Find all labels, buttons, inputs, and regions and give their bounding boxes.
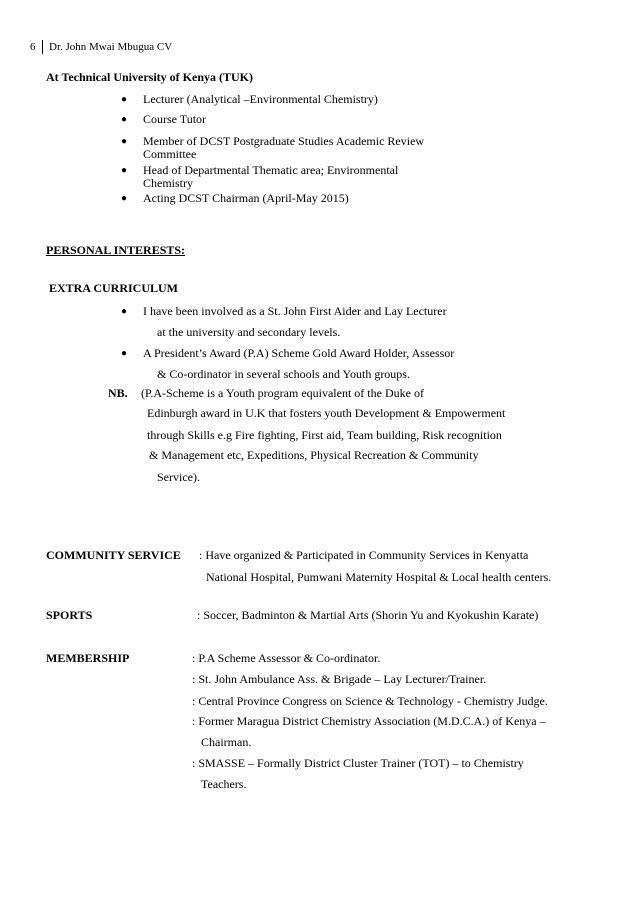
sports-label: SPORTS [46, 608, 93, 622]
nb-line: Edinburgh award in U.K that fosters youth Development & Empowerment [147, 406, 506, 420]
tuk-item: Course Tutor [143, 112, 207, 126]
membership-line: : P.A Scheme Assessor & Co-ordinator. [192, 651, 381, 665]
tuk-item-cont: Chemistry [143, 176, 193, 190]
tuk-item: Member of DCST Postgraduate Studies Academic Review [143, 134, 425, 148]
bullet-dot-icon: ● [121, 136, 128, 147]
personal-interests-heading: PERSONAL INTERESTS: [46, 243, 186, 257]
bullet-dot-icon: ● [121, 165, 128, 176]
interest-item: A President’s Award (P.A) Scheme Gold Award Holder, Assessor [143, 346, 455, 360]
bullet-dot-icon: ● [121, 114, 128, 125]
community-service-line: National Hospital, Pumwani Maternity Hospital & Local health centers. [206, 570, 552, 584]
membership-line: : Central Province Congress on Science & Technology - Chemistry Judge. [192, 694, 548, 708]
tuk-item-cont: Committee [143, 147, 197, 161]
nb-line: through Skills e.g Fire fighting, First aid, Team building, Risk recognition [147, 428, 502, 442]
bullet-dot-icon: ● [121, 193, 128, 204]
membership-line-cont: Chairman. [201, 735, 252, 749]
community-service-line: : Have organized & Participated in Community Services in Kenyatta [199, 548, 529, 562]
membership-line: : Former Maragua District Chemistry Association (M.D.C.A.) of Kenya – [192, 714, 546, 728]
membership-label: MEMBERSHIP [46, 651, 130, 665]
interest-item-cont: & Co-ordinator in several schools and Youth groups. [157, 367, 410, 381]
bullet-dot-icon: ● [121, 94, 128, 105]
interest-item: I have been involved as a St. John First Aider and Lay Lecturer [143, 304, 447, 318]
community-service-label: COMMUNITY SERVICE [46, 548, 181, 562]
sports-text: : Soccer, Badminton & Martial Arts (Shorin Yu and Kyokushin Karate) [197, 608, 539, 622]
bullet-dot-icon: ● [121, 348, 128, 359]
interest-item-cont: at the university and secondary levels. [157, 325, 341, 339]
page-number: 6 [30, 41, 36, 53]
tuk-heading: At Technical University of Kenya (TUK) [46, 70, 253, 84]
bullet-dot-icon: ● [121, 306, 128, 317]
nb-line: Service). [157, 470, 200, 484]
header-author: Dr. John Mwai Mbugua CV [49, 41, 173, 53]
nb-line: & Management etc, Expeditions, Physical Recreation & Community [149, 448, 479, 462]
membership-line: : SMASSE – Formally District Cluster Trainer (TOT) – to Chemistry [192, 756, 524, 770]
nb-label: NB. [108, 386, 128, 400]
header-divider [42, 40, 43, 54]
tuk-item: Acting DCST Chairman (April-May 2015) [143, 191, 349, 205]
tuk-item: Lecturer (Analytical –Environmental Chemistry) [143, 92, 378, 106]
membership-line-cont: Teachers. [201, 777, 247, 791]
tuk-item: Head of Departmental Thematic area; Environmental [143, 163, 399, 177]
extra-curriculum-heading: EXTRA CURRICULUM [49, 281, 179, 295]
nb-line: (P.A-Scheme is a Youth program equivalent of the Duke of [141, 386, 424, 400]
membership-line: : St. John Ambulance Ass. & Brigade – Lay Lecturer/Trainer. [192, 672, 487, 686]
